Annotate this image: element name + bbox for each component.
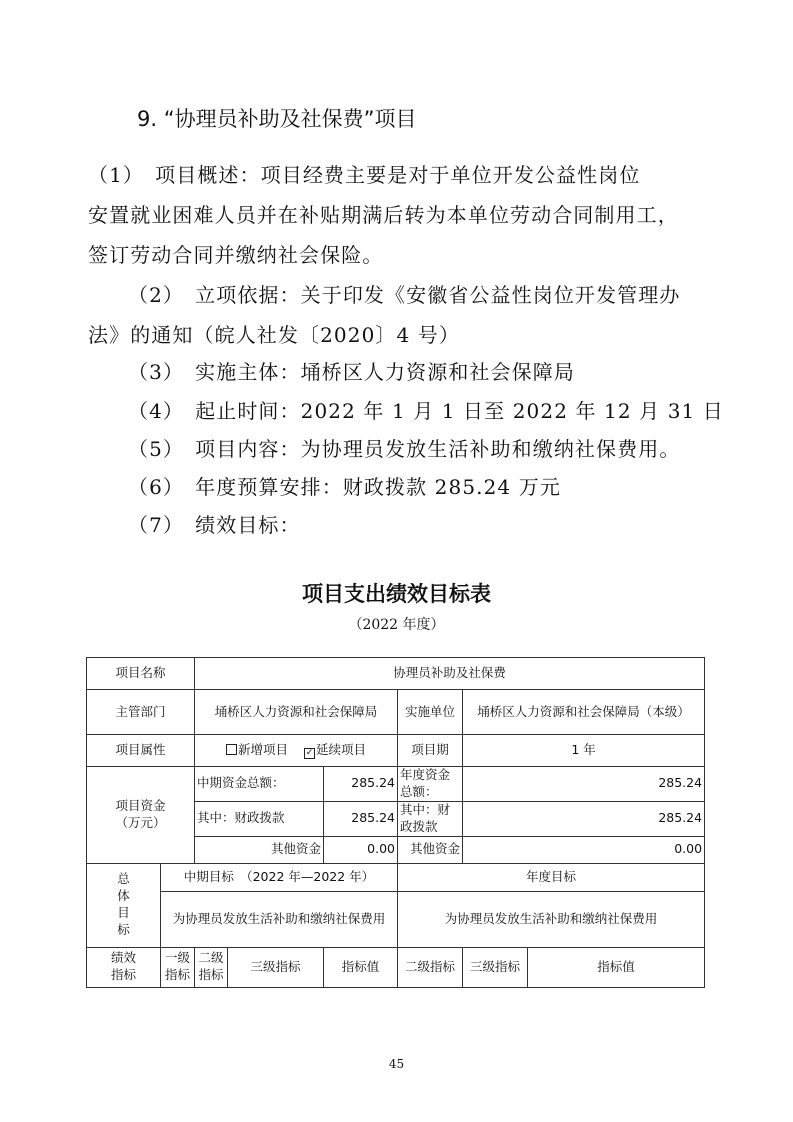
overall-goal-char-3: 目 (117, 905, 130, 920)
level3-year-header: 三级指标 (463, 947, 528, 987)
continued-project-label: 延续项目 (315, 742, 366, 757)
table-subtitle: （2022 年度） (348, 617, 445, 633)
impl-unit-value: 埇桥区人力资源和社会保障局（本级） (463, 690, 705, 735)
new-project-label: 新增项目 (238, 742, 289, 757)
paragraph-basis-line1: （2） 立项依据：关于印发《安徽省公益性岗位开发管理办 (128, 283, 681, 307)
level3-header: 三级指标 (228, 947, 324, 987)
mid-total-value: 285.24 (324, 767, 398, 802)
year-fiscal-label: 其中：财政拨款 (398, 801, 463, 836)
mid-total-label: 中期资金总额： (195, 767, 324, 802)
level2-line1: 二级 (198, 950, 224, 966)
dept-label: 主管部门 (87, 690, 195, 735)
continued-project-checkbox[interactable]: ✓ (305, 748, 314, 758)
new-project-checkbox[interactable] (226, 744, 237, 755)
mid-other-value: 0.00 (324, 836, 398, 863)
year-total-label: 年度资金总额： (398, 767, 463, 802)
funds-label-line2: （万元） (115, 814, 166, 830)
project-name-value: 协理员补助及社保费 (195, 658, 705, 690)
table-title: 项目支出绩效目标表 (302, 582, 491, 606)
funds-label (87, 767, 195, 864)
period-value: 1 年 (463, 735, 705, 767)
year-goal-header: 年度目标 (398, 863, 705, 891)
mid-goal-text: 为协理员发放生活补助和缴纳社保费用 (161, 891, 398, 947)
mid-goal-header: 中期目标 （2022 年—2022 年） (161, 863, 398, 891)
level1-line1: 一级 (165, 950, 191, 966)
funds-label-line1: 项目资金 (115, 797, 166, 813)
attr-label: 项目属性 (87, 735, 195, 767)
perf-label-line1: 绩效 (110, 950, 136, 966)
paragraph-content: （5） 项目内容：为协理员发放生活补助和缴纳社保费用。 (128, 437, 681, 461)
paragraph-goals: （7） 绩效目标： (128, 513, 301, 537)
performance-goal-table (86, 657, 705, 988)
project-name-label: 项目名称 (87, 658, 195, 690)
year-fiscal-value: 285.24 (463, 801, 705, 836)
paragraph-implementer: （3） 实施主体：埇桥区人力资源和社会保障局 (128, 360, 575, 384)
level2-header (195, 947, 228, 987)
dept-value: 埇桥区人力资源和社会保障局 (195, 690, 398, 735)
overall-goal-label (87, 863, 161, 947)
paragraph-overview-line3: 签订劳动合同并缴纳社会保险。 (88, 243, 384, 267)
level2-line2: 指标 (198, 967, 224, 982)
paragraph-overview-line2: 安置就业困难人员并在补贴期满后转为本单位劳动合同制用工， (88, 203, 679, 227)
year-other-value: 0.00 (463, 836, 705, 863)
indicator-value-header: 指标值 (324, 947, 398, 987)
attr-options (195, 735, 398, 767)
mid-fiscal-value: 285.24 (324, 801, 398, 836)
paragraph-period: （4） 起止时间：2022 年 1 月 1 日至 2022 年 12 月 31 日 (128, 399, 724, 423)
paragraph-overview-line1: （1） 项目概述：项目经费主要是对于单位开发公益性岗位 (88, 163, 641, 187)
indicator-value-year-header: 指标值 (528, 947, 705, 987)
period-label: 项目期 (398, 735, 463, 767)
overall-goal-char-4: 标 (117, 921, 130, 937)
overall-goal-char-2: 体 (117, 888, 130, 904)
overall-goal-char-1: 总 (117, 871, 130, 887)
page-number: 45 (388, 1057, 405, 1071)
paragraph-budget: （6） 年度预算安排：财政拨款 285.24 万元 (128, 475, 561, 499)
year-total-value: 285.24 (463, 767, 705, 802)
year-other-label: 其他资金 (398, 836, 463, 863)
mid-other-label: 其他资金 (195, 836, 324, 863)
perf-label-line2: 指标 (110, 967, 136, 982)
year-goal-text: 为协理员发放生活补助和缴纳社保费用 (398, 891, 705, 947)
mid-fiscal-label: 其中：财政拨款 (195, 801, 324, 836)
level1-header (161, 947, 195, 987)
section-heading: 9. “协理员补助及社保费”项目 (137, 107, 417, 131)
impl-unit-label: 实施单位 (398, 690, 463, 735)
level2-year-header: 二级指标 (398, 947, 463, 987)
perf-indicator-label (87, 947, 161, 987)
paragraph-basis-line2: 法》的通知（皖人社发〔2020〕4 号） (88, 323, 460, 347)
level1-line2: 指标 (165, 967, 191, 982)
